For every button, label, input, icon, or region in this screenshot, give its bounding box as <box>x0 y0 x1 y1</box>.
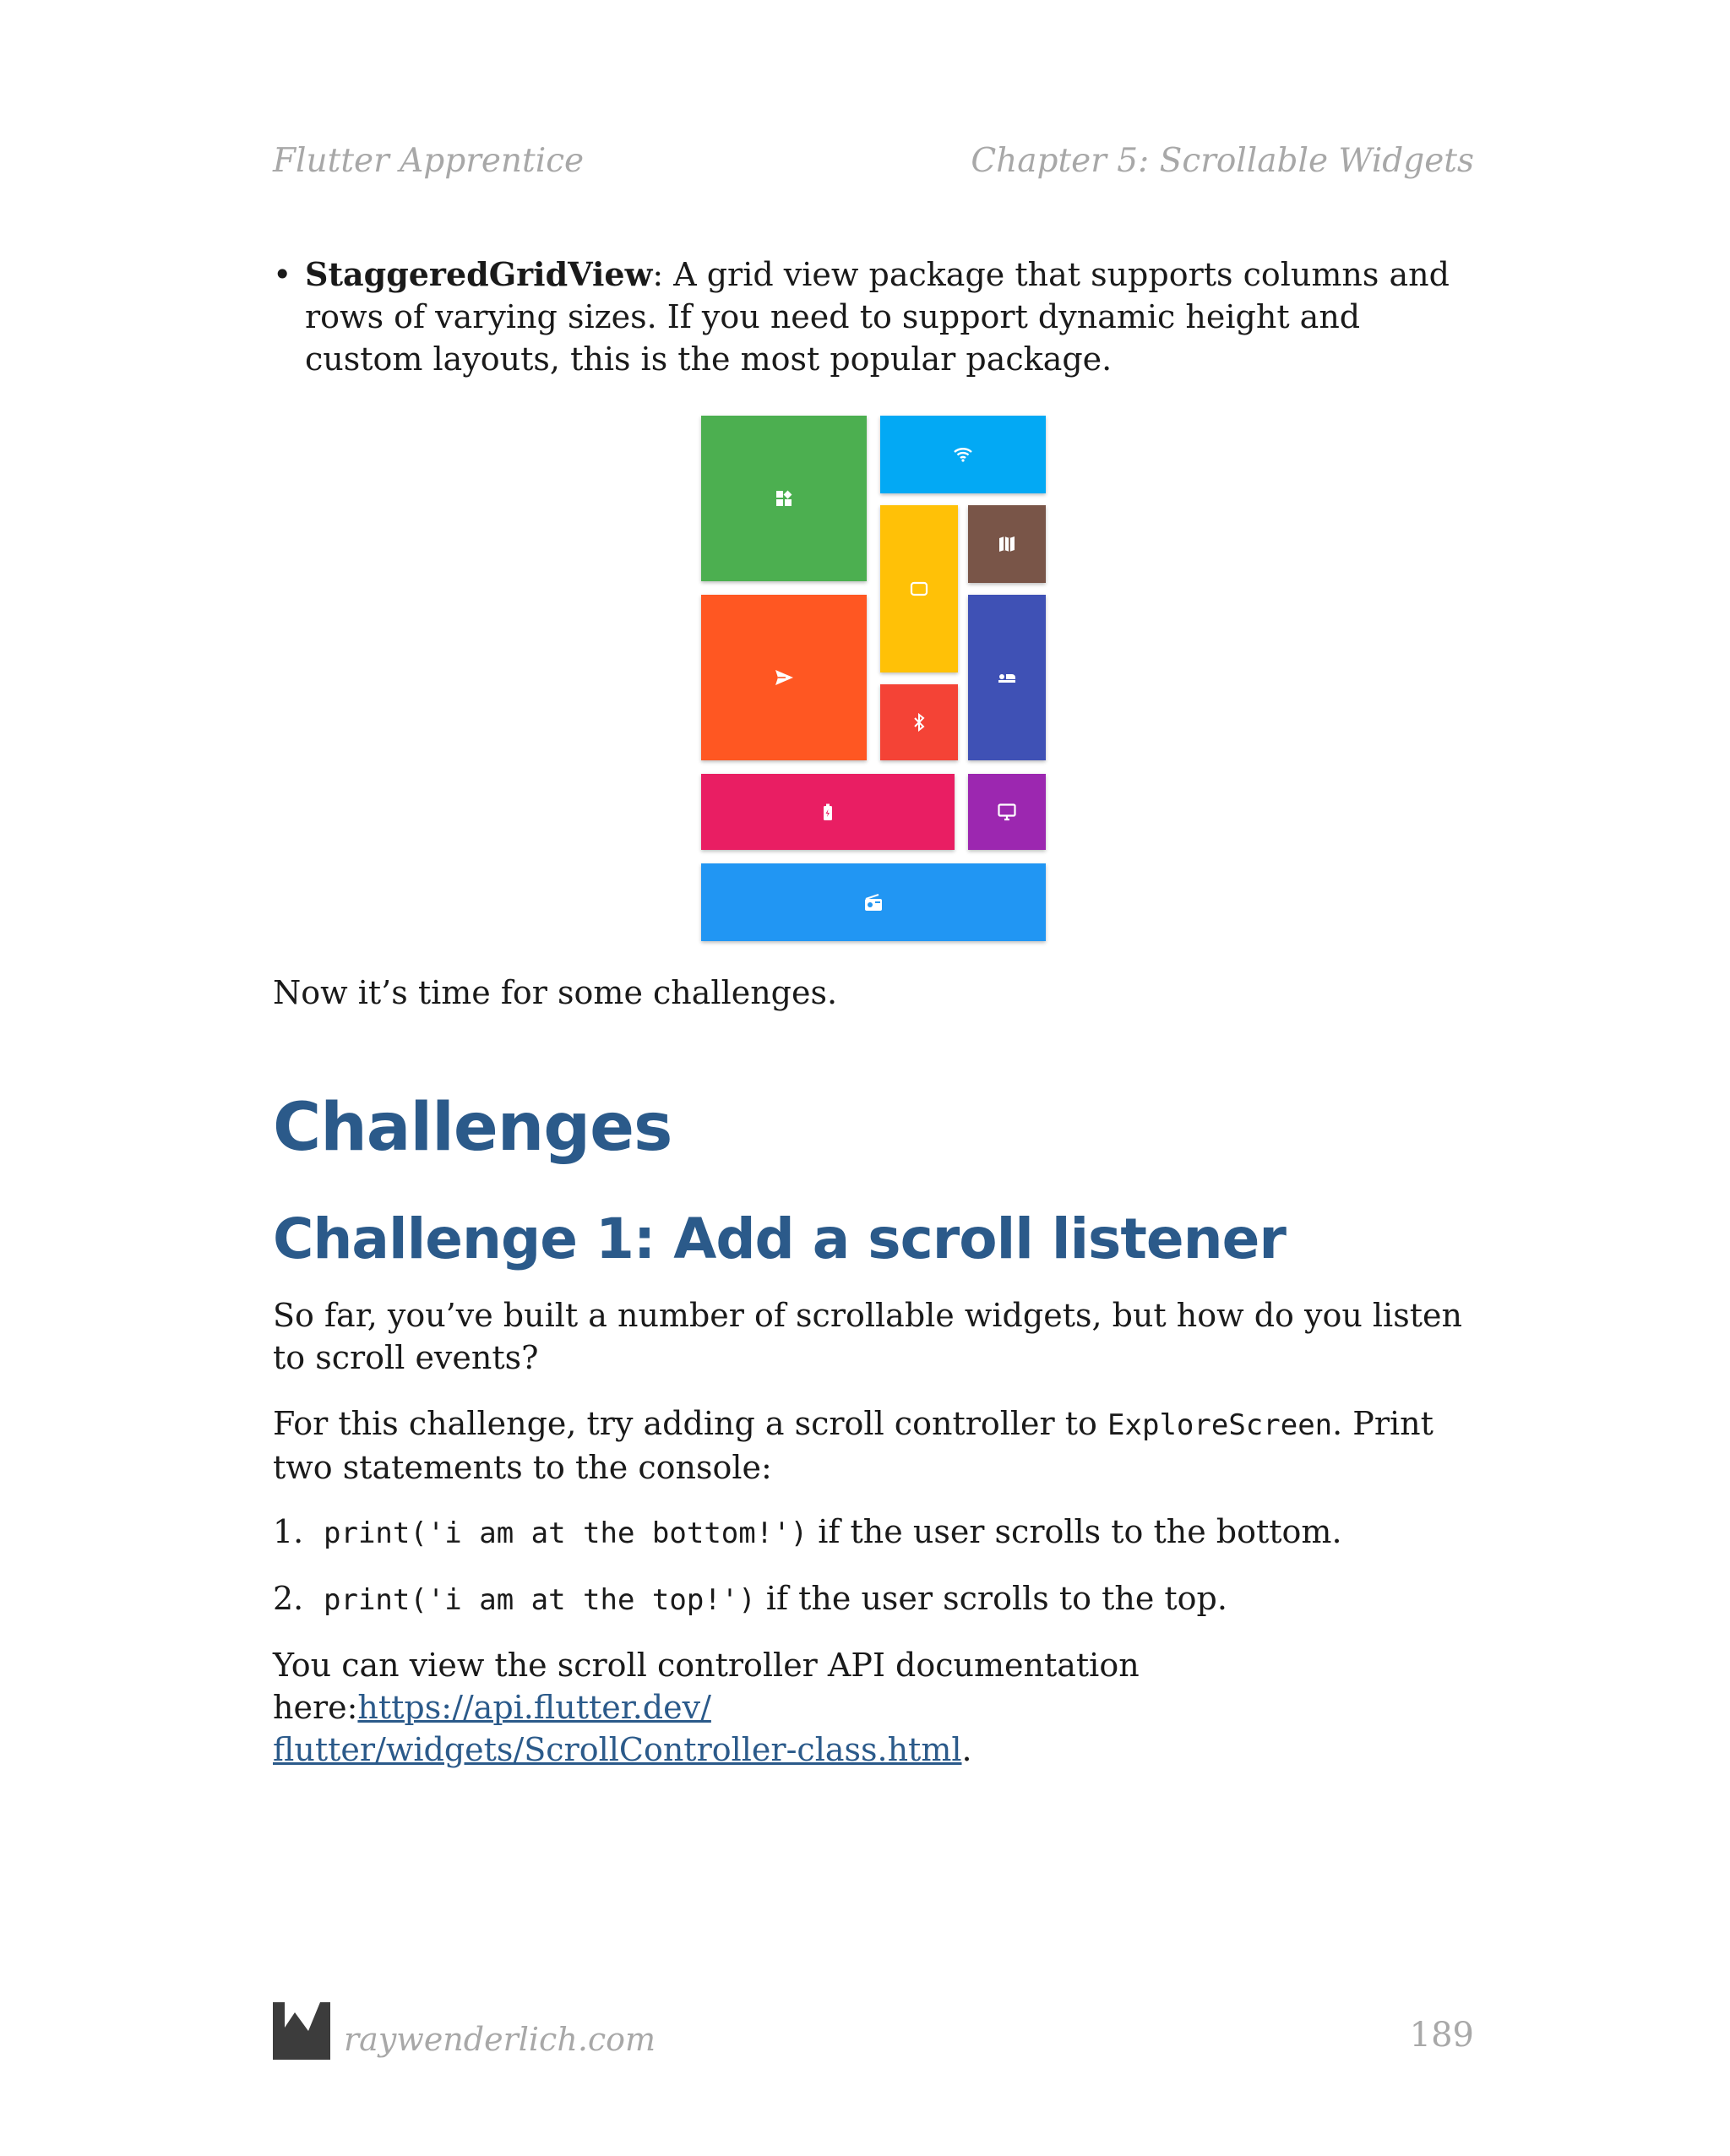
widgets-icon <box>774 488 794 509</box>
tile-widgets <box>701 416 867 581</box>
list-item-text: if the user scrolls to the bottom. <box>808 1513 1342 1550</box>
explore-screen-code: ExploreScreen <box>1107 1408 1333 1442</box>
wifi-icon <box>953 444 973 465</box>
running-header-chapter: Chapter 5: Scrollable Widgets <box>971 142 1474 180</box>
desktop-icon <box>997 802 1017 822</box>
raywenderlich-logo-icon <box>273 2002 330 2060</box>
transition-paragraph: Now it’s time for some challenges. <box>273 974 838 1011</box>
send-icon <box>774 667 794 688</box>
bullet-term: StaggeredGridView <box>305 255 653 293</box>
radio-icon <box>863 892 884 912</box>
docs-text: You can view the scroll controller API documentation here: <box>273 1647 1140 1726</box>
list-item-number: 2. <box>273 1580 304 1617</box>
tile-panorama <box>880 505 958 672</box>
instruction-paragraph <box>273 1402 1472 1489</box>
list-item <box>273 1511 1342 1554</box>
tile-desktop <box>968 774 1046 850</box>
tile-battery <box>701 774 955 850</box>
docs-link[interactable]: https://api.flutter.dev/ flutter/widgets/ScrollController-class.html <box>273 1689 962 1768</box>
list-item <box>273 1577 1227 1621</box>
instruction-text-before: For this challenge, try adding a scroll controller to <box>273 1405 1108 1442</box>
tile-airline-seat <box>968 595 1046 760</box>
list-item-number: 1. <box>273 1513 304 1550</box>
bluetooth-icon <box>909 712 929 732</box>
bullet-dot: • <box>273 256 292 293</box>
list-item-text: if the user scrolls to the top. <box>755 1580 1227 1617</box>
bullet-staggered-grid-view <box>273 253 1472 380</box>
docs-paragraph <box>273 1644 1472 1771</box>
docs-period: . <box>961 1731 972 1768</box>
tile-bluetooth <box>880 684 958 760</box>
footer-site: raywenderlich.com <box>344 2021 656 2058</box>
tile-wifi <box>880 416 1046 493</box>
page-number: 189 <box>1409 2016 1474 2055</box>
battery-icon <box>818 802 838 822</box>
tile-map <box>968 505 1046 583</box>
airline-seat-icon <box>997 667 1017 688</box>
running-header-book: Flutter Apprentice <box>273 142 585 180</box>
instruction-text-after: . Print two statements to the console: <box>273 1405 1434 1486</box>
map-icon <box>997 534 1017 554</box>
tile-send <box>701 595 867 760</box>
staggered-grid-illustration <box>701 416 1046 945</box>
list-item-code: print('i am at the bottom!') <box>324 1516 808 1550</box>
panorama-icon <box>909 579 929 599</box>
bullet-text: : A grid view package that supports columns and rows of varying sizes. If you need to support dynamic height and custom layouts, this is the most popular package. <box>305 256 1450 378</box>
tile-radio <box>701 863 1046 941</box>
challenge-title: Challenge 1: Add a scroll listener <box>273 1206 1286 1271</box>
list-item-code: print('i am at the top!') <box>324 1583 756 1617</box>
intro-paragraph: So far, you’ve built a number of scrollable widgets, but how do you listen to scroll events? <box>273 1297 1462 1376</box>
section-title: Challenges <box>273 1090 672 1166</box>
